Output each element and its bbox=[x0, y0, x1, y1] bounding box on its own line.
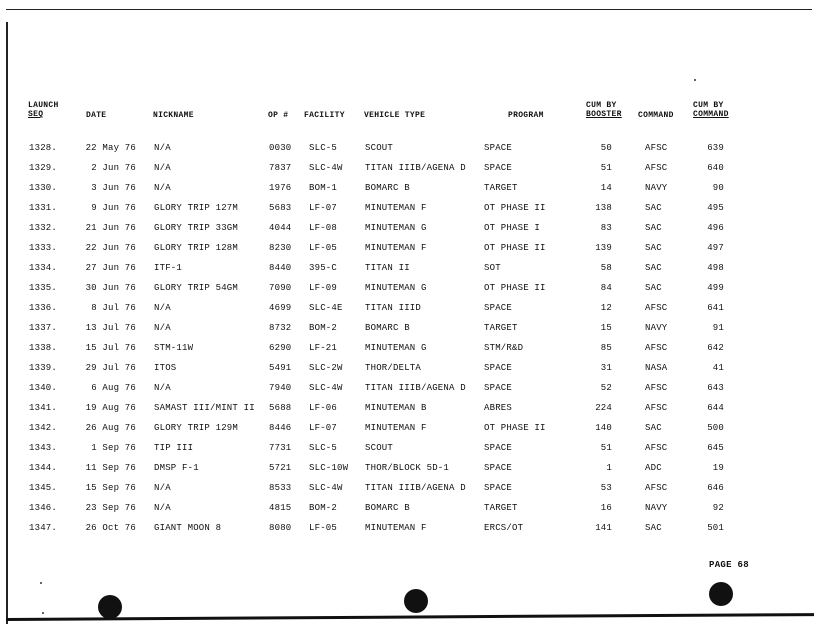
cell-op-number: 7090 bbox=[269, 283, 292, 293]
cell-cum-by-command: 645 bbox=[707, 443, 724, 453]
cell-vehicle-type: MINUTEMAN F bbox=[365, 423, 427, 433]
cell-nickname: GLORY TRIP 54GM bbox=[154, 283, 239, 293]
cell-date: 26 Oct 76 bbox=[85, 523, 136, 533]
cell-cum-by-booster: 52 bbox=[600, 383, 612, 393]
cell-date: 3 Jun 76 bbox=[91, 183, 136, 193]
cell-nickname: TIP III bbox=[154, 443, 194, 453]
cell-launch-seq: 1329. bbox=[29, 163, 58, 173]
header-vehicle-type: VEHICLE TYPE bbox=[364, 111, 426, 120]
cell-op-number: 8732 bbox=[269, 323, 292, 333]
scan-speck bbox=[42, 612, 44, 614]
cell-cum-by-command: 497 bbox=[707, 243, 724, 253]
cell-cum-by-booster: 53 bbox=[600, 483, 612, 493]
cell-date: 2 Jun 76 bbox=[91, 163, 136, 173]
cell-nickname: SAMAST III/MINT II bbox=[154, 403, 255, 413]
cell-command: SAC bbox=[645, 523, 662, 533]
cell-cum-by-command: 644 bbox=[707, 403, 724, 413]
cell-facility: LF-06 bbox=[309, 403, 338, 413]
cell-program: SPACE bbox=[484, 363, 513, 373]
cell-nickname: ITF-1 bbox=[154, 263, 183, 273]
cell-vehicle-type: THOR/DELTA bbox=[365, 363, 422, 373]
cell-launch-seq: 1338. bbox=[29, 343, 58, 353]
cell-cum-by-command: 19 bbox=[712, 463, 724, 473]
cell-program: TARGET bbox=[484, 323, 518, 333]
cell-cum-by-booster: 16 bbox=[600, 503, 612, 513]
cell-cum-by-command: 495 bbox=[707, 203, 724, 213]
cell-op-number: 5491 bbox=[269, 363, 292, 373]
cell-vehicle-type: TITAN IIID bbox=[365, 303, 422, 313]
scan-speck bbox=[40, 582, 42, 584]
cell-date: 23 Sep 76 bbox=[85, 503, 136, 513]
cell-op-number: 5721 bbox=[269, 463, 292, 473]
cell-facility: BOM-2 bbox=[309, 503, 338, 513]
cell-program: SPACE bbox=[484, 463, 513, 473]
cell-cum-by-booster: 15 bbox=[600, 323, 612, 333]
cell-launch-seq: 1333. bbox=[29, 243, 58, 253]
cell-command: SAC bbox=[645, 203, 662, 213]
cell-command: SAC bbox=[645, 243, 662, 253]
cell-date: 9 Jun 76 bbox=[91, 203, 136, 213]
cell-cum-by-booster: 85 bbox=[600, 343, 612, 353]
cell-nickname: GIANT MOON 8 bbox=[154, 523, 222, 533]
cell-op-number: 8533 bbox=[269, 483, 292, 493]
cell-date: 13 Jul 76 bbox=[85, 323, 136, 333]
cell-launch-seq: 1343. bbox=[29, 443, 58, 453]
cell-cum-by-booster: 58 bbox=[600, 263, 612, 273]
cell-date: 15 Jul 76 bbox=[85, 343, 136, 353]
cell-date: 15 Sep 76 bbox=[85, 483, 136, 493]
cell-op-number: 6290 bbox=[269, 343, 292, 353]
cell-facility: LF-09 bbox=[309, 283, 338, 293]
cell-nickname: STM-11W bbox=[154, 343, 194, 353]
cell-cum-by-booster: 138 bbox=[595, 203, 612, 213]
header-booster-label: BOOSTER bbox=[586, 110, 622, 119]
cell-command: AFSC bbox=[645, 143, 668, 153]
cell-launch-seq: 1344. bbox=[29, 463, 58, 473]
cell-command: AFSC bbox=[645, 343, 668, 353]
cell-program: OT PHASE II bbox=[484, 283, 546, 293]
cell-facility: BOM-2 bbox=[309, 323, 338, 333]
cell-nickname: GLORY TRIP 129M bbox=[154, 423, 239, 433]
cell-cum-by-booster: 50 bbox=[600, 143, 612, 153]
cell-program: SPACE bbox=[484, 163, 513, 173]
binder-hole-left bbox=[98, 595, 122, 619]
cell-launch-seq: 1334. bbox=[29, 263, 58, 273]
cell-facility: BOM-1 bbox=[309, 183, 338, 193]
cell-cum-by-command: 496 bbox=[707, 223, 724, 233]
cell-op-number: 4815 bbox=[269, 503, 292, 513]
header-cum-by-command bbox=[693, 101, 729, 119]
cell-cum-by-booster: 51 bbox=[600, 163, 612, 173]
header-cum-by-label: CUM BY bbox=[693, 101, 724, 110]
cell-facility: 395-C bbox=[309, 263, 338, 273]
cell-command: SAC bbox=[645, 283, 662, 293]
cell-launch-seq: 1345. bbox=[29, 483, 58, 493]
cell-cum-by-booster: 141 bbox=[595, 523, 612, 533]
cell-facility: SLC-4W bbox=[309, 483, 343, 493]
cell-program: STM/R&D bbox=[484, 343, 524, 353]
cell-vehicle-type: MINUTEMAN G bbox=[365, 223, 427, 233]
cell-cum-by-command: 643 bbox=[707, 383, 724, 393]
cell-vehicle-type: TITAN IIIB/AGENA D bbox=[365, 483, 466, 493]
cell-command: SAC bbox=[645, 223, 662, 233]
cell-cum-by-command: 499 bbox=[707, 283, 724, 293]
header-cum-by-booster bbox=[586, 101, 622, 119]
cell-launch-seq: 1330. bbox=[29, 183, 58, 193]
cell-launch-seq: 1337. bbox=[29, 323, 58, 333]
cell-date: 27 Jun 76 bbox=[85, 263, 136, 273]
header-op: OP # bbox=[268, 111, 289, 120]
cell-cum-by-booster: 84 bbox=[600, 283, 612, 293]
cell-vehicle-type: MINUTEMAN F bbox=[365, 243, 427, 253]
header-nickname: NICKNAME bbox=[153, 111, 194, 120]
cell-date: 6 Aug 76 bbox=[91, 383, 136, 393]
cell-op-number: 8230 bbox=[269, 243, 292, 253]
page-number: PAGE 68 bbox=[709, 560, 749, 570]
cell-cum-by-booster: 14 bbox=[600, 183, 612, 193]
cell-facility: SLC-4E bbox=[309, 303, 343, 313]
cell-vehicle-type: MINUTEMAN B bbox=[365, 403, 427, 413]
cell-op-number: 8446 bbox=[269, 423, 292, 433]
cell-vehicle-type: TITAN II bbox=[365, 263, 410, 273]
cell-launch-seq: 1342. bbox=[29, 423, 58, 433]
cell-launch-seq: 1347. bbox=[29, 523, 58, 533]
cell-op-number: 4699 bbox=[269, 303, 292, 313]
cell-date: 22 Jun 76 bbox=[85, 243, 136, 253]
cell-nickname: N/A bbox=[154, 163, 171, 173]
cell-nickname: DMSP F-1 bbox=[154, 463, 199, 473]
cell-op-number: 7940 bbox=[269, 383, 292, 393]
cell-program: SPACE bbox=[484, 143, 513, 153]
cell-command: SAC bbox=[645, 263, 662, 273]
cell-command: AFSC bbox=[645, 483, 668, 493]
cell-op-number: 1976 bbox=[269, 183, 292, 193]
cell-program: TARGET bbox=[484, 503, 518, 513]
top-border-line bbox=[6, 9, 812, 10]
cell-date: 29 Jul 76 bbox=[85, 363, 136, 373]
cell-op-number: 0030 bbox=[269, 143, 292, 153]
cell-cum-by-booster: 51 bbox=[600, 443, 612, 453]
cell-cum-by-command: 646 bbox=[707, 483, 724, 493]
cell-command: AFSC bbox=[645, 403, 668, 413]
cell-cum-by-booster: 140 bbox=[595, 423, 612, 433]
cell-vehicle-type: TITAN IIIB/AGENA D bbox=[365, 383, 466, 393]
cell-op-number: 8080 bbox=[269, 523, 292, 533]
cell-nickname: GLORY TRIP 127M bbox=[154, 203, 239, 213]
cell-facility: LF-05 bbox=[309, 243, 338, 253]
cell-cum-by-booster: 224 bbox=[595, 403, 612, 413]
cell-cum-by-command: 642 bbox=[707, 343, 724, 353]
cell-cum-by-booster: 83 bbox=[600, 223, 612, 233]
cell-date: 26 Aug 76 bbox=[85, 423, 136, 433]
cell-facility: SLC-5 bbox=[309, 143, 338, 153]
cell-facility: LF-07 bbox=[309, 203, 338, 213]
cell-facility: SLC-2W bbox=[309, 363, 343, 373]
cell-cum-by-command: 41 bbox=[712, 363, 724, 373]
cell-op-number: 5688 bbox=[269, 403, 292, 413]
cell-cum-by-booster: 31 bbox=[600, 363, 612, 373]
header-facility: FACILITY bbox=[304, 111, 345, 120]
cell-vehicle-type: BOMARC B bbox=[365, 183, 410, 193]
cell-launch-seq: 1331. bbox=[29, 203, 58, 213]
cell-program: OT PHASE I bbox=[484, 223, 541, 233]
cell-date: 11 Sep 76 bbox=[85, 463, 136, 473]
cell-command: NASA bbox=[645, 363, 668, 373]
header-command: COMMAND bbox=[638, 111, 674, 120]
bottom-border-line bbox=[6, 613, 814, 621]
cell-vehicle-type: BOMARC B bbox=[365, 503, 410, 513]
header-command-label: COMMAND bbox=[693, 110, 729, 119]
cell-launch-seq: 1340. bbox=[29, 383, 58, 393]
cell-date: 19 Aug 76 bbox=[85, 403, 136, 413]
cell-vehicle-type: MINUTEMAN F bbox=[365, 523, 427, 533]
cell-facility: SLC-4W bbox=[309, 383, 343, 393]
left-border-line bbox=[6, 22, 8, 624]
cell-command: NAVY bbox=[645, 323, 668, 333]
cell-cum-by-command: 500 bbox=[707, 423, 724, 433]
cell-nickname: N/A bbox=[154, 143, 171, 153]
cell-command: ADC bbox=[645, 463, 662, 473]
cell-vehicle-type: MINUTEMAN F bbox=[365, 203, 427, 213]
cell-date: 21 Jun 76 bbox=[85, 223, 136, 233]
cell-vehicle-type: SCOUT bbox=[365, 143, 394, 153]
cell-command: NAVY bbox=[645, 183, 668, 193]
cell-command: AFSC bbox=[645, 303, 668, 313]
cell-cum-by-command: 641 bbox=[707, 303, 724, 313]
cell-cum-by-booster: 1 bbox=[606, 463, 612, 473]
cell-cum-by-booster: 12 bbox=[600, 303, 612, 313]
header-date: DATE bbox=[86, 111, 107, 120]
cell-program: SPACE bbox=[484, 443, 513, 453]
cell-cum-by-command: 92 bbox=[712, 503, 724, 513]
cell-launch-seq: 1341. bbox=[29, 403, 58, 413]
cell-nickname: N/A bbox=[154, 183, 171, 193]
cell-program: ERCS/OT bbox=[484, 523, 524, 533]
cell-date: 30 Jun 76 bbox=[85, 283, 136, 293]
cell-nickname: N/A bbox=[154, 483, 171, 493]
cell-nickname: ITOS bbox=[154, 363, 177, 373]
cell-launch-seq: 1339. bbox=[29, 363, 58, 373]
cell-facility: SLC-5 bbox=[309, 443, 338, 453]
header-seq-label: SEQ bbox=[28, 110, 44, 119]
header-launch-label: LAUNCH bbox=[28, 101, 59, 110]
cell-op-number: 5683 bbox=[269, 203, 292, 213]
header-cum-by-label: CUM BY bbox=[586, 101, 617, 110]
cell-program: SPACE bbox=[484, 483, 513, 493]
cell-op-number: 7837 bbox=[269, 163, 292, 173]
cell-vehicle-type: BOMARC B bbox=[365, 323, 410, 333]
cell-launch-seq: 1332. bbox=[29, 223, 58, 233]
cell-date: 22 May 76 bbox=[85, 143, 136, 153]
cell-nickname: GLORY TRIP 33GM bbox=[154, 223, 239, 233]
cell-program: OT PHASE II bbox=[484, 243, 546, 253]
cell-cum-by-command: 498 bbox=[707, 263, 724, 273]
cell-vehicle-type: SCOUT bbox=[365, 443, 394, 453]
cell-command: AFSC bbox=[645, 383, 668, 393]
header-program: PROGRAM bbox=[508, 111, 544, 120]
cell-command: SAC bbox=[645, 423, 662, 433]
cell-cum-by-command: 640 bbox=[707, 163, 724, 173]
binder-hole-right bbox=[709, 582, 733, 606]
binder-hole-center bbox=[404, 589, 428, 613]
cell-facility: SLC-4W bbox=[309, 163, 343, 173]
cell-cum-by-command: 90 bbox=[712, 183, 724, 193]
cell-nickname: N/A bbox=[154, 383, 171, 393]
cell-facility: LF-21 bbox=[309, 343, 338, 353]
cell-vehicle-type: THOR/BLOCK 5D-1 bbox=[365, 463, 450, 473]
cell-program: SPACE bbox=[484, 383, 513, 393]
scan-speck bbox=[694, 79, 696, 81]
cell-program: OT PHASE II bbox=[484, 203, 546, 213]
cell-program: OT PHASE II bbox=[484, 423, 546, 433]
cell-nickname: N/A bbox=[154, 503, 171, 513]
cell-op-number: 4044 bbox=[269, 223, 292, 233]
cell-op-number: 8440 bbox=[269, 263, 292, 273]
cell-program: ABRES bbox=[484, 403, 513, 413]
header-launch-seq bbox=[28, 101, 59, 119]
cell-facility: LF-08 bbox=[309, 223, 338, 233]
cell-op-number: 7731 bbox=[269, 443, 292, 453]
cell-date: 1 Sep 76 bbox=[91, 443, 136, 453]
cell-cum-by-command: 639 bbox=[707, 143, 724, 153]
cell-launch-seq: 1346. bbox=[29, 503, 58, 513]
cell-facility: LF-05 bbox=[309, 523, 338, 533]
cell-vehicle-type: MINUTEMAN G bbox=[365, 343, 427, 353]
cell-cum-by-command: 91 bbox=[712, 323, 724, 333]
cell-facility: LF-07 bbox=[309, 423, 338, 433]
cell-vehicle-type: MINUTEMAN G bbox=[365, 283, 427, 293]
cell-program: SOT bbox=[484, 263, 501, 273]
cell-command: NAVY bbox=[645, 503, 668, 513]
cell-launch-seq: 1336. bbox=[29, 303, 58, 313]
cell-facility: SLC-10W bbox=[309, 463, 349, 473]
cell-launch-seq: 1335. bbox=[29, 283, 58, 293]
cell-command: AFSC bbox=[645, 163, 668, 173]
cell-command: AFSC bbox=[645, 443, 668, 453]
cell-cum-by-booster: 139 bbox=[595, 243, 612, 253]
cell-nickname: N/A bbox=[154, 323, 171, 333]
cell-program: TARGET bbox=[484, 183, 518, 193]
cell-program: SPACE bbox=[484, 303, 513, 313]
cell-vehicle-type: TITAN IIIB/AGENA D bbox=[365, 163, 466, 173]
cell-nickname: N/A bbox=[154, 303, 171, 313]
cell-date: 8 Jul 76 bbox=[91, 303, 136, 313]
cell-cum-by-command: 501 bbox=[707, 523, 724, 533]
cell-nickname: GLORY TRIP 128M bbox=[154, 243, 239, 253]
cell-launch-seq: 1328. bbox=[29, 143, 58, 153]
